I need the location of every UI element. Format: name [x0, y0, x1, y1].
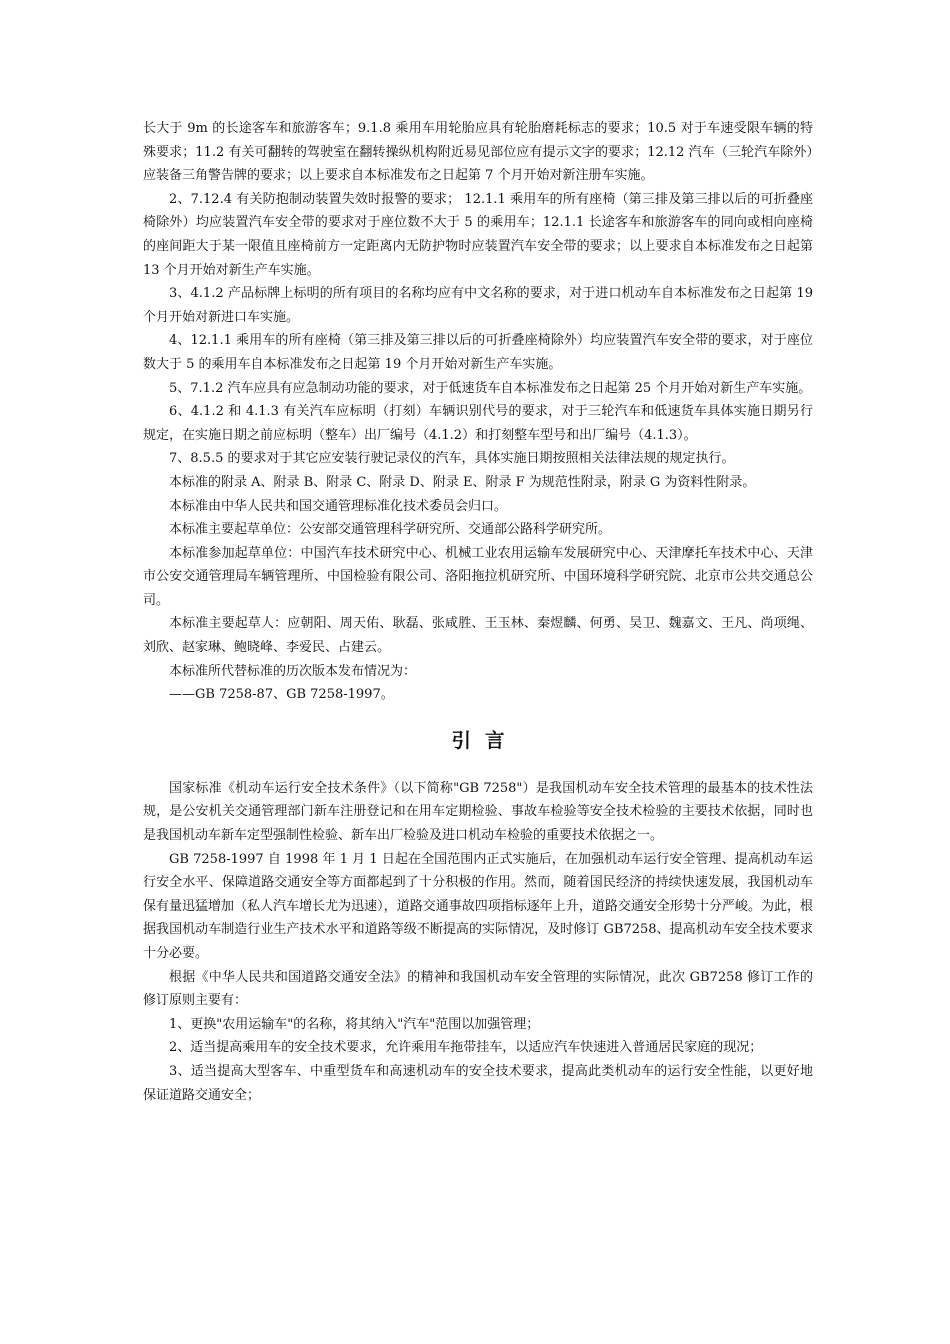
paragraph: 本标准的附录 A、附录 B、附录 C、附录 D、附录 E、附录 F 为规范性附录，附录 G 为资料性附录。 [169, 474, 756, 490]
paragraph: 2、适当提高乘用车的安全技术要求，允许乘用车拖带挂车，以适应汽车快速进入普通居民家庭的现况； [169, 1040, 763, 1056]
paragraph: 根据《中华人民共和国道路交通安全法》的精神和我国机动车安全管理的实际情况，此次 GB7258 修订工作的修订原则主要有： [143, 969, 813, 1009]
introduction-section [143, 777, 813, 1107]
section-title-introduction: 引言 [451, 728, 519, 752]
paragraph: 长大于 9m 的长途客车和旅游客车；9.1.8 乘用车用轮胎应具有轮胎磨耗标志的要求；10.5 对于车速受限车辆的特殊要求；11.2 有关可翻转的驾驶室在翻转操纵机构附近易见部位应有提示文字的要求；12.12 汽车（三轮汽车除外）应装备三角警告牌的要求；以上要求自本标准发布之日起第 7 个月开始对新注册车实施。 [143, 121, 813, 184]
document-body [143, 117, 813, 1107]
paragraph: 本标准主要起草单位：公安部交通管理科学研究所、交通部公路科学研究所。 [169, 522, 612, 538]
paragraph: 本标准主要起草人：应朝阳、周天佑、耿磊、张咸胜、王玉林、秦煜麟、何勇、吴卫、魏嘉文、王凡、尚项绳、刘欣、赵家琳、鲍晓峰、李爱民、占建云。 [143, 616, 813, 656]
paragraph: 5、7.1.2 汽车应具有应急制动功能的要求，对于低速货车自本标准发布之日起第 25 个月开始对新生产车实施。 [169, 380, 812, 396]
foreword-continuation [143, 117, 813, 707]
paragraph: GB 7258-1997 自 1998 年 1 月 1 日起在全国范围内正式实施后，在加强机动车运行安全管理、提高机动车运行安全水平、保障道路交通安全等方面都起到了十分积极的作用。然而，随着国民经济的持续快速发展，我国机动车保有量迅猛增加（私人汽车增长尤为迅速），道路交通事故四项指标逐年上升，道路交通安全形势十分严峻。为此，根据我国机动车制造行业生产技术水平和道路等级不断提高的实际情况，及时修订 GB7258、提高机动车安全技术要求十分必要。 [143, 851, 813, 961]
paragraph: 3、适当提高大型客车、中重型货车和高速机动车的安全技术要求，提高此类机动车的运行安全性能，以更好地保证道路交通安全； [143, 1063, 813, 1103]
paragraph: 1、更换"农用运输车"的名称，将其纳入"汽车"范围以加强管理； [169, 1016, 540, 1032]
paragraph: 国家标准《机动车运行安全技术条件》（以下简称"GB 7258"）是我国机动车安全技术管理的最基本的技术性法规，是公安机关交通管理部门新车注册登记和在用车定期检验、事故车检验等安全技术检验的主要技术依据，同时也是我国机动车新车定型强制性检验、新车出厂检验及进口机动车检验的重要技术依据之一。 [143, 780, 813, 844]
paragraph: 本标准参加起草单位：中国汽车技术研究中心、机械工业农用运输车发展研究中心、天津摩托车技术中心、天津市公安交通管理局车辆管理所、中国检验有限公司、洛阳拖拉机研究所、中国环境科学研究院、北京市公共交通总公司。 [143, 545, 813, 608]
paragraph: 4、12.1.1 乘用车的所有座椅（第三排及第三排以后的可折叠座椅除外）均应装置汽车安全带的要求，对于座位数大于 5 的乘用车自本标准发布之日起第 19 个月开始对新生产车实施。 [143, 333, 813, 372]
paragraph: 本标准所代替标准的历次版本发布情况为： [169, 663, 417, 679]
paragraph: 7、8.5.5 的要求对于其它应安装行驶记录仪的汽车，具体实施日期按照相关法律法规的规定执行。 [169, 451, 735, 467]
paragraph: ——GB 7258-87、GB 7258-1997。 [169, 687, 394, 703]
paragraph: 3、4.1.2 产品标牌上标明的所有项目的名称均应有中文名称的要求，对于进口机动车自本标准发布之日起第 19 个月开始对新进口车实施。 [143, 286, 813, 325]
paragraph: 本标准由中华人民共和国交通管理标准化技术委员会归口。 [169, 498, 508, 514]
paragraph: 2、7.12.4 有关防抱制动装置失效时报警的要求； 12.1.1 乘用车的所有座椅（第三排及第三排以后的可折叠座椅除外）均应装置汽车安全带的要求对于座位数不大于 5 的乘用车；12.1.1 长途客车和旅游客车的同向或相向座椅的座间距大于某一限值且座椅前方一定距离内无防护物时应装置汽车安全带的要求；以上要求自本标准发布之日起第 13 个月开始对新生产车实施。 [143, 191, 813, 278]
paragraph: 6、4.1.2 和 4.1.3 有关汽车应标明（打刻）车辆识别代号的要求，对于三轮汽车和低速货车具体实施日期另行规定，在实施日期之前应标明（整车）出厂编号（4.1.2）和打刻整车型号和出厂编号（4.1.3）。 [143, 404, 813, 443]
